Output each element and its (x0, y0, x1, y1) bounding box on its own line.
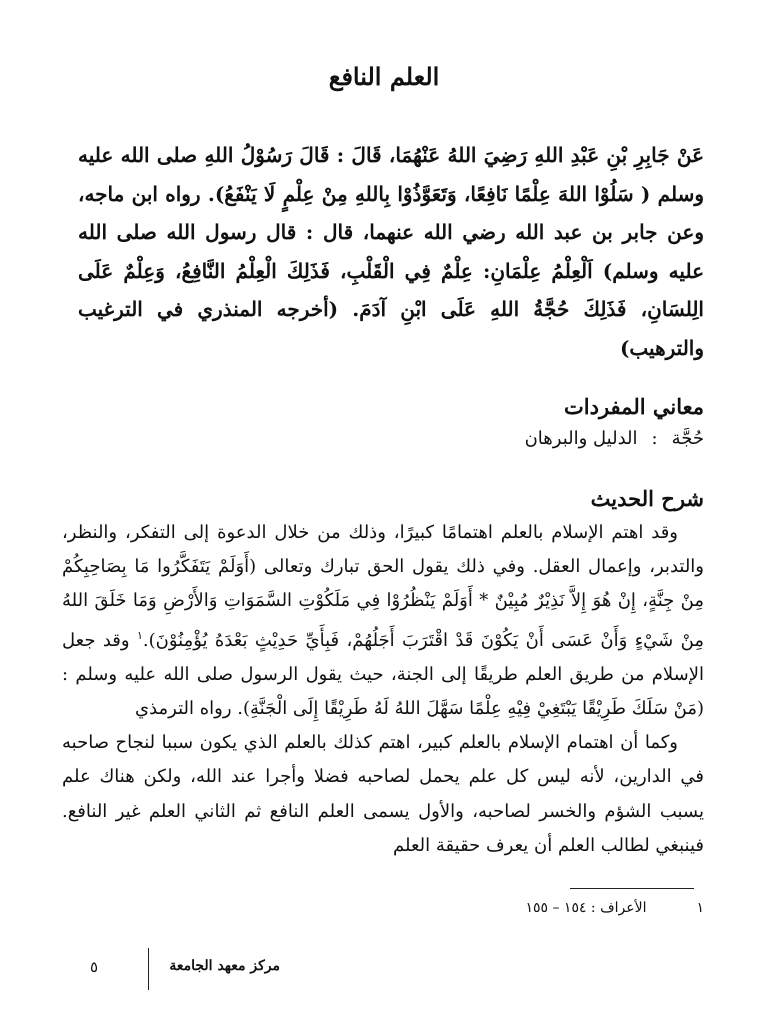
footnote-text: الأعراف : ١٥٤ – ١٥٥ (525, 900, 647, 916)
page-number: ٥ (90, 958, 99, 976)
vocab-meaning: الدليل والبرهان (524, 428, 638, 449)
footnote-rule (570, 888, 694, 889)
sharh-p1-rest: وقد جعل الإسلام من طريق العلم طريقًا إلى الجنة، حيث يقول الرسول صلى الله عليه وسلم :(مَنْ سَلَكَ طَرِيْقًا يَبْتَغِيْ فِيْهِ عِلْمًا سَهَّلَ اللهُ لَهُ طَرِيْقًا إِلَى الْجَنَّةِ). رواه الترمذي (62, 629, 704, 720)
footnote-marker: ١ (136, 628, 143, 642)
sharh-body (62, 516, 704, 863)
page-title: العلم النافع (328, 62, 440, 91)
footnote-number: ١ (696, 900, 704, 916)
vocab-separator: : (651, 428, 658, 449)
footnote (525, 900, 704, 916)
sharh-p1-text: وقد اهتم الإسلام بالعلم اهتمامًا كبيرًا، وذلك من خلال الدعوة إلى التفكر، والنظر، والتدبر، وإعمال العقل. وفي ذلك يقول الحق تبارك وتعالى (أَوَلَمْ يَتَفَكَّرُوا مَا بِصَاحِبِكُمْ مِنْ جِنَّةٍ، إِنْ هُوَ إِلاَّ نَذِيْرٌ مُبِيْنٌ * أَوَلَمْ يَنْظُرُوْا فِي مَلَكُوْتِ السَّمَوَاتِ وَالأَرْضِ وَمَا خَلَقَ اللهُ مِنْ شَيْءٍ وَأَنْ عَسَى أَنْ يَكُوْنَ قَدْ اقْتَرَبَ أَجَلُهُمْ، فَبِأَيِّ حَدِيْثٍ بَعْدَهُ يُؤْمِنُوْنَ). (62, 522, 704, 651)
vocab-heading: معاني المفردات (564, 394, 704, 419)
footer-divider (148, 948, 149, 990)
sharh-paragraph-1 (62, 516, 704, 726)
sharh-heading: شرح الحديث (590, 486, 704, 511)
hadith-text: عَنْ جَابِرِ بْنِ عَبْدِ اللهِ رَضِيَ اللهُ عَنْهُمَا، قَالَ : قَالَ رَسُوْلُ اللهِ صلى الله عليه وسلم ( سَلُوْا اللهَ عِلْمًا نَافِعًا، وَتَعَوَّذُوْا بِاللهِ مِنْ عِلْمٍ لَا يَنْفَعُ). رواه ابن ماجه، وعن جابر بن عبد الله رضي الله عنهما، قال : قال رسول الله صلى الله عليه وسلم) اَلْعِلْمُ عِلْمَانِ: عِلْمٌ فِي الْقَلْبِ، فَذَلِكَ الْعِلْمُ النَّافِعُ، وَعِلْمٌ عَلَى الِلسَانِ، فَذَلِكَ حُجَّةُ اللهِ عَلَى ابْنِ آدَمَ. (أخرجه المنذري في الترغيب والترهيب) (78, 143, 704, 360)
footer-center-name: مركز معهد الجامعة (169, 958, 280, 974)
vocab-row (525, 428, 704, 449)
sharh-paragraph-2: وكما أن اهتمام الإسلام بالعلم كبير، اهتم كذلك بالعلم الذي يكون سببا لنجاح صاحبه في الدارين، لأنه ليس كل علم يحمل لصاحبه فضلا وأجرا عند الله، ولكن هناك علم يسبب الشؤم والخسر لصاحبه، والأول يسمى العلم النافع ثم الثاني العلم غير النافع. فينبغي لطالب العلم أن يعرف حقيقة العلم (62, 732, 704, 856)
vocab-term: حُجَّة (671, 428, 704, 449)
